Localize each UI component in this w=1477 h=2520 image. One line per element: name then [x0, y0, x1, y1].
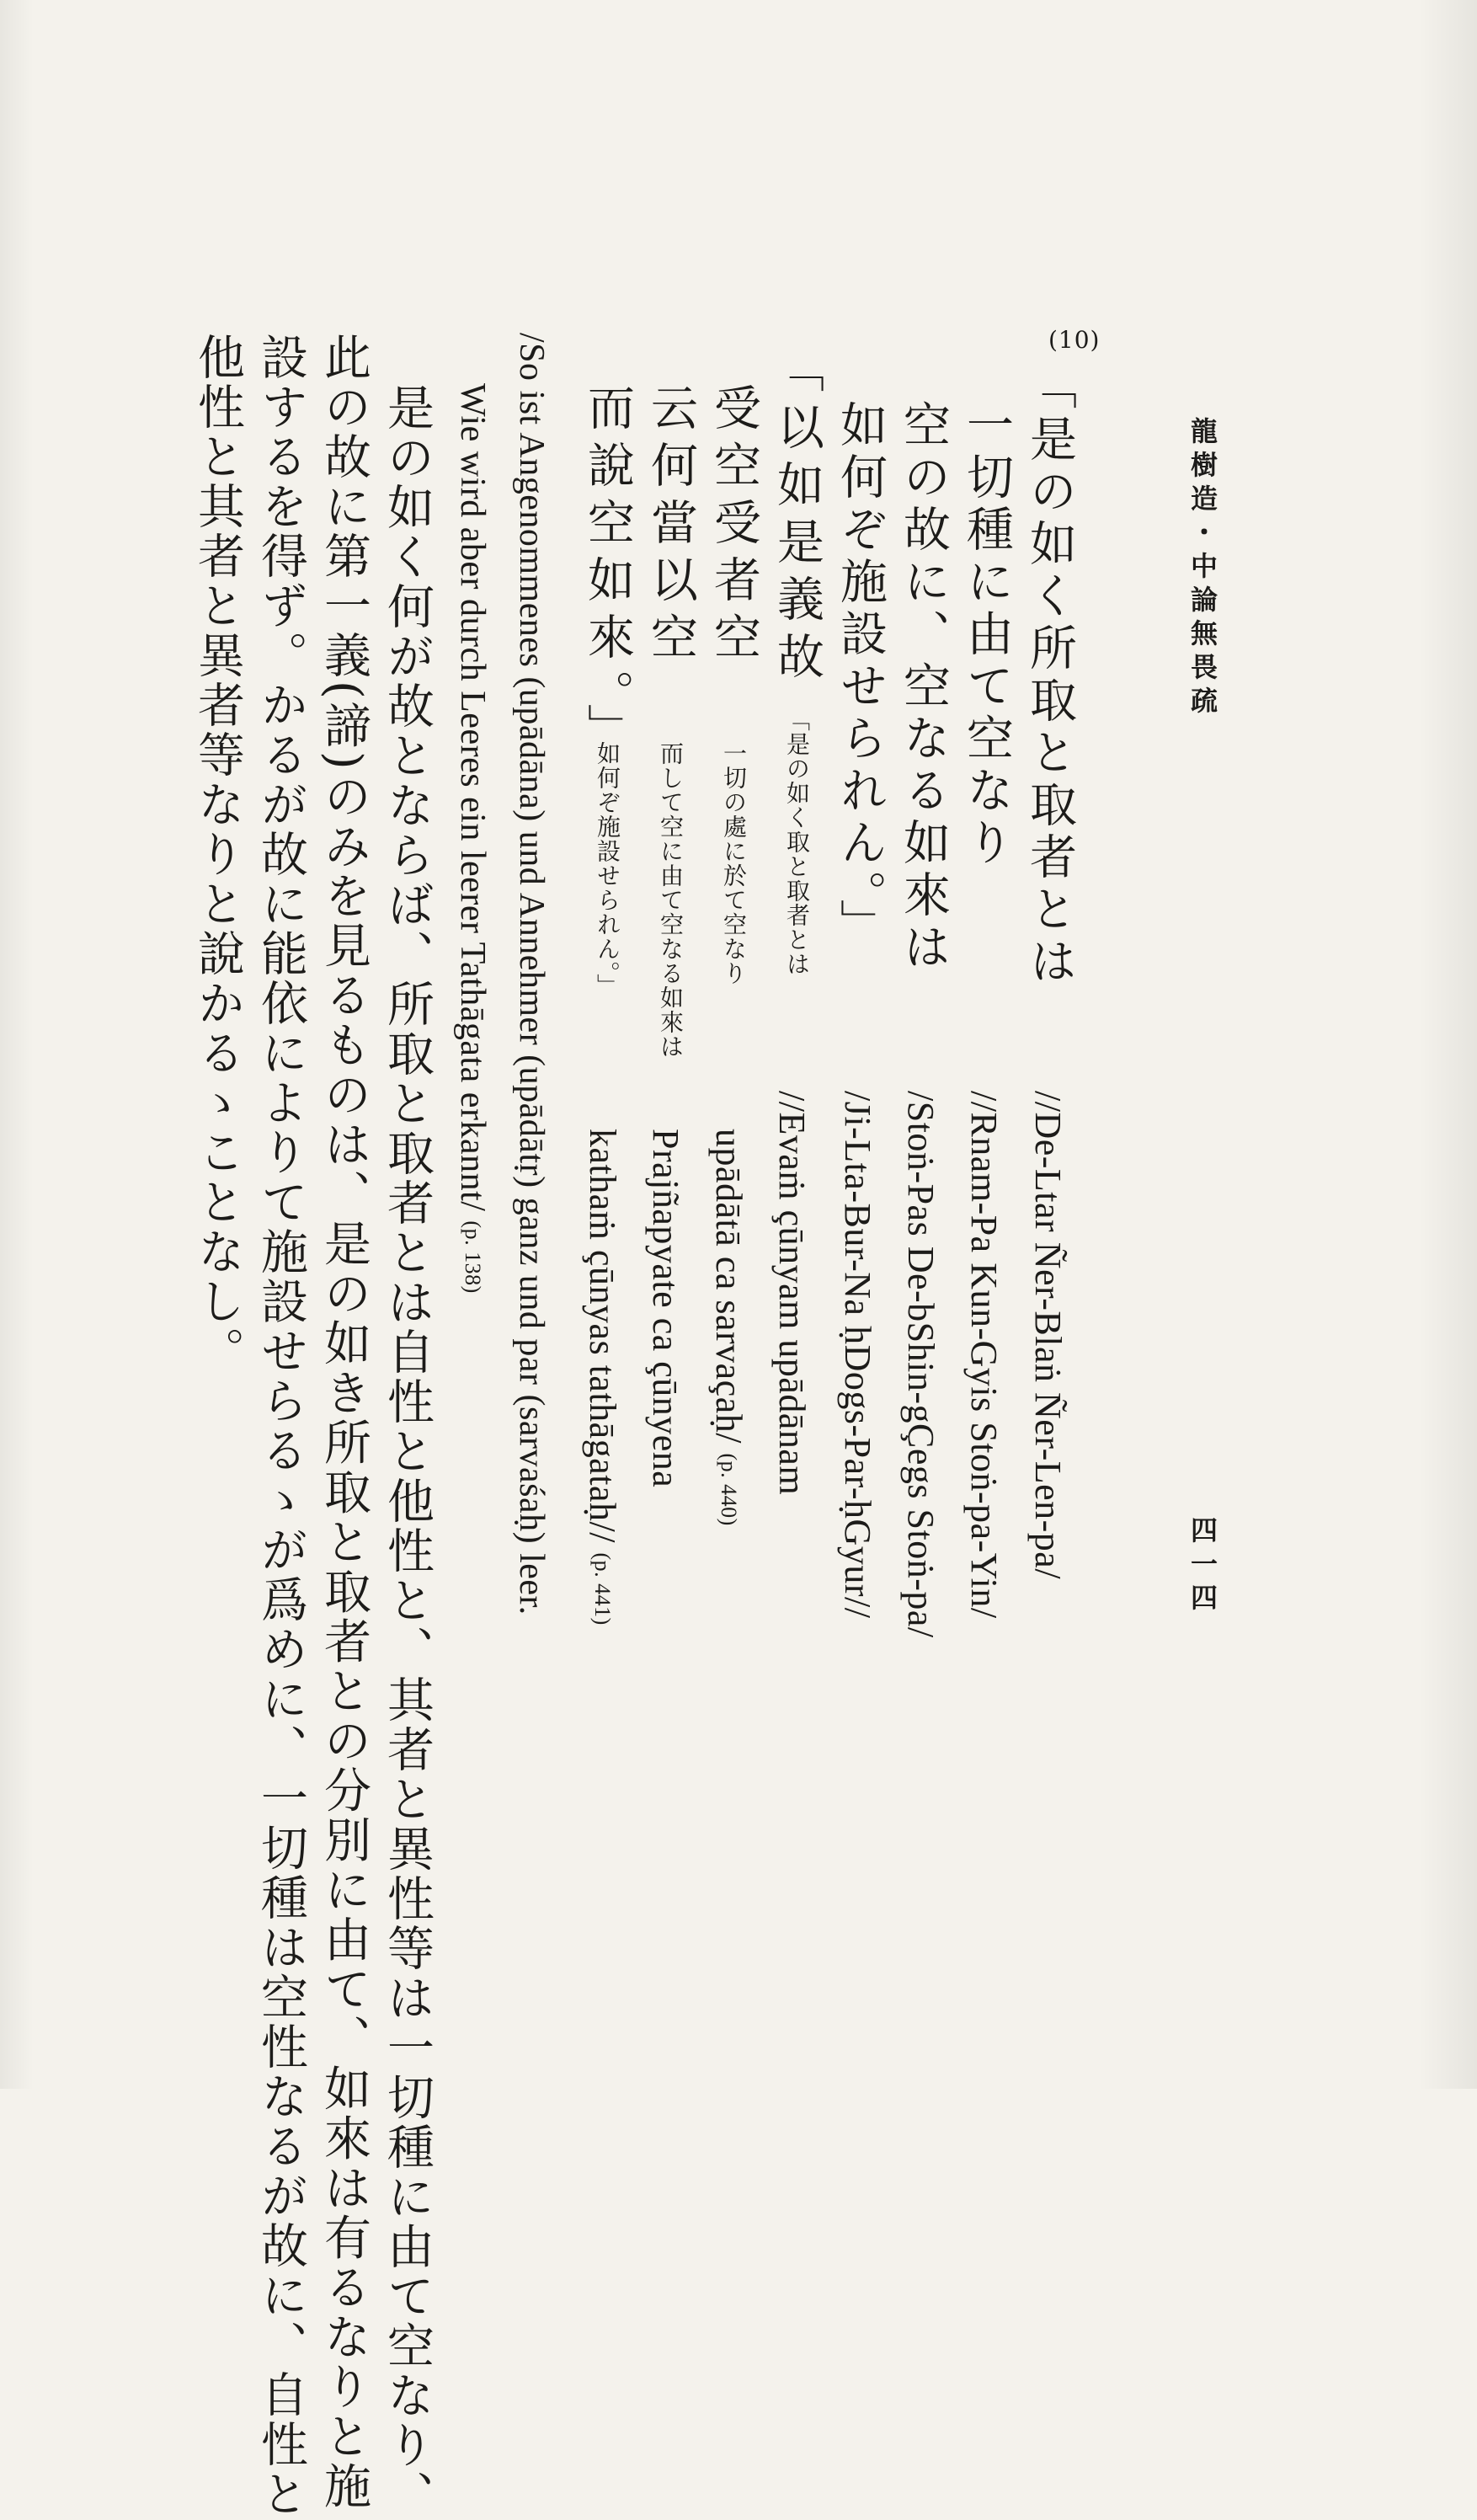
commentary-line-1: 是の如く何が故とならば、所取と取者とは自性と他性と、其者と異性等は一切種に由て空なり、: [380, 383, 435, 2520]
german-line-2-text: Wie wird aber durch Leeres ein leerer Tathāgata erkannt/: [453, 383, 492, 1212]
sanskrit-line-1: [771, 1091, 813, 1496]
sanskrit-line-2: [710, 1129, 747, 1526]
verse-japanese-line-1: 「是の如く所取と取者とは: [1022, 362, 1077, 989]
page-number: 四一四: [1186, 1516, 1218, 1617]
verse-japanese-line-3: 空の故に、空なる如來は: [896, 400, 951, 974]
chinese-line-4: 而說空如來。」: [580, 383, 635, 761]
chinese-gloss-3: 而して空に由て空なる如來は: [657, 741, 685, 1059]
chinese-gloss-2: 一切の處に於て空なり: [720, 741, 748, 985]
sanskrit-line-1-text: //Evaṁ çūnyam upādānam: [771, 1091, 813, 1496]
verse-japanese-line-2: 一切種に由て空なり: [959, 400, 1014, 870]
verse-number: (10): [1048, 326, 1101, 354]
sanskrit-line-3-text: Prajñapyate ca çūnyena: [645, 1129, 686, 1488]
german-line-2-page-ref: (p. 138): [461, 1220, 485, 1294]
chinese-line-1: 「以如是義故: [770, 345, 824, 689]
running-title: 龍樹造・中論無畏疏: [1186, 417, 1218, 720]
verse-japanese-line-4: 如何ぞ施設せられん。」: [833, 400, 888, 951]
verse-tibetan-line-4: /Ji-Lta-Bur-Na ḥDogs-Par-ḥGyur//: [837, 1091, 878, 1619]
chinese-gloss-4: 如何ぞ施設せられん。」: [594, 741, 621, 998]
chinese-line-2: 受空受者空: [707, 383, 761, 670]
sanskrit-line-2-text: upādātā ca sarvaçaḥ/: [708, 1129, 749, 1444]
verse-tibetan-line-1: //De-Ltar Ñer-Blaṅ Ñer-Len-pa/: [1027, 1091, 1069, 1580]
page-edge-shadow-left: [0, 0, 34, 2089]
commentary-line-3: 設するを得ず。かるが故に能依によりて施設せらるゝが爲めに、一切種は空性なるが故に、自性と: [253, 333, 308, 2519]
sanskrit-line-4-text: kathaṁ çūnyas tathāgataḥ//: [582, 1129, 623, 1543]
sanskrit-line-2-page-ref: (p. 440): [717, 1453, 741, 1526]
sanskrit-line-4: [584, 1129, 621, 1626]
german-line-1: /So ist Angenommenes (upādāna) und Annehmer (upādātṛ) ganz und par (sarvaśaḥ) leer.: [512, 333, 551, 1615]
chinese-line-3: 云何當以空: [643, 383, 698, 670]
sanskrit-line-3: [647, 1129, 684, 1487]
commentary-line-2: 此の故に第一義(諦)のみを見るものは、是の如き所取と取者との分別に由て、如來は有るなりと施: [317, 333, 371, 2512]
commentary-line-4: 他性と其者と異者等なりと說かるゝことなし。: [190, 333, 245, 1376]
sanskrit-line-4-page-ref: (p. 441): [590, 1552, 615, 1626]
page-edge-shadow: [1418, 0, 1477, 2089]
chinese-gloss-1: 「是の如く取と取者とは: [783, 707, 811, 976]
german-line-2: [455, 383, 490, 1294]
verse-tibetan-line-3: /Stoṅ-Pas De-bShin-gÇegs Stoṅ-pa/: [900, 1091, 941, 1638]
verse-tibetan-line-2: //Rnam-Pa Kun-Gyis Stoṅ-pa-Yin/: [963, 1091, 1005, 1619]
